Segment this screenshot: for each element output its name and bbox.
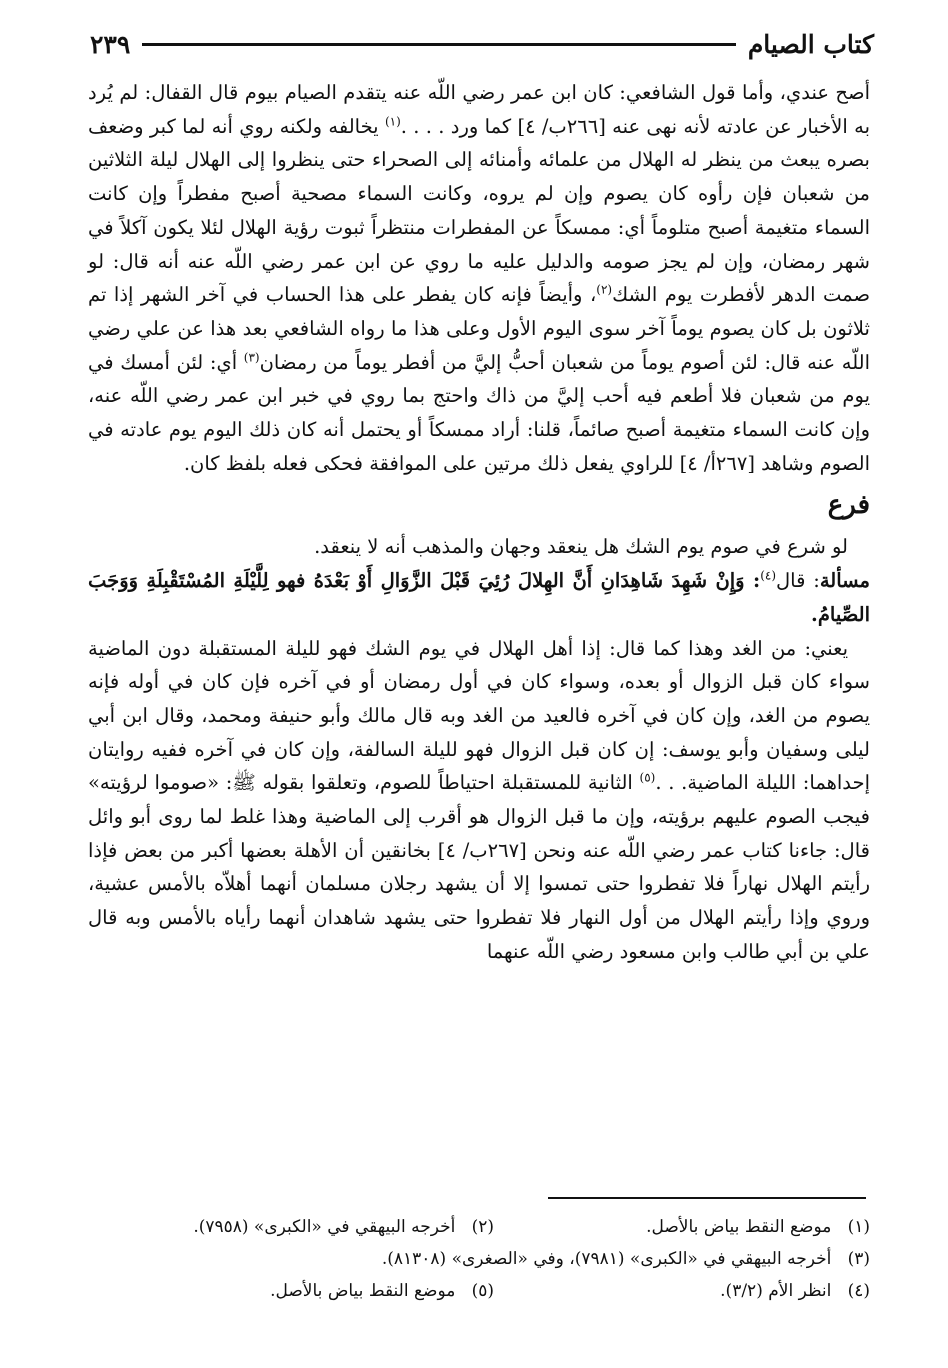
text-line: لم يروه، وكانت السماء مصحية أصبح مفطراً وإن كانت السماء متغيمة أصبح متلوماً [88,182,870,239]
footnote-ref-2[interactable]: (٢) [596,282,613,297]
footnote-ref-4[interactable]: (٤) [760,568,777,583]
text-line: وأبو حنيفة ومحمد، وقال ابن أبي ليلى وسفيان وأبو يوسف: إن كان قبل الزوال فهو [88,703,870,761]
paragraph-2 [88,632,870,969]
footnote-row [118,1211,870,1243]
footnote-2 [118,1211,494,1243]
text-line: من رمضان [259,350,349,374]
text-line: برؤيته، وإن ما قبل الزوال هو أقرب إلى الماضية وهذا غلط لما روى أبو وائل قال: [88,805,870,862]
footnote-number: (٤) [847,1281,870,1301]
footnote-ref-1[interactable]: (١) [384,114,401,129]
issue-paragraph [88,564,870,631]
issue-quote: : وَإِنْ شَهِدَ شَاهِدَانِ أَنَّ الهِلالَ رُئِيَ قَبْلَ الزَّوَالِ أَوْ بَعْدَهُ فهو لِلَّيْلَةِ المُسْتَقْبِلَةِ وَوَجَبَ الصِّيامُ. [88,569,870,626]
footnote-row [118,1275,870,1307]
main-text [88,76,870,969]
footnote-number: (٥) [471,1281,494,1301]
text-line: الثانية [587,771,640,795]
footnote-number: (٣) [847,1249,870,1269]
footnote-4 [494,1275,870,1307]
text-line: وإن لم يجز صومه والدليل عليه ما روي عن ابن عمر رضي اللّه عنه أنه قال: لو صمت [88,249,871,307]
running-header [90,22,874,66]
header-rule [142,43,736,46]
footnote-text: موضع النقط بياض بالأصل. [646,1217,832,1237]
text-line: يعني: من الغد وهذا كما قال: إذا أهل الهلال في يوم الشك فهو لليلة المستقبلة [198,636,849,660]
issue-label: مسألة [819,569,870,593]
text-line: أهلاّه بالأمس عشية، وروي وإذا رأيتم الهلال من أول النهار فلا تفطروا حتى يشهد [88,872,871,930]
text-line: القفال: لم يُرد به الأخبار عن عادته لأنه نهى عنه [٢٦٦ب/ ٤] كما ورد . . . . [88,81,871,138]
footnote-1 [494,1211,870,1243]
issue-said: : قال [776,569,820,593]
text-line: واحتج بما روي في خبر ابن عمر رضي اللّه عنه، وإن كانت السماء متغيمة أصبح [88,384,870,442]
footnote-separator [548,1197,866,1199]
footnote-text: أخرجه البيهقي في «الكبرى» (٧٩٥٨). [193,1217,456,1237]
footnote-text: أخرجه البيهقي في «الكبرى» (٧٩٨١)، وفي «الصغرى» (٨١٣٠٨). [381,1249,832,1269]
text-line: ، وأيضاً فإنه كان يفطر على هذا الحساب في آخر الشهر [140,283,597,307]
footnote-number: (٢) [471,1217,494,1237]
text-line: صائماً، قلنا: أراد ممسكاً أو يحتمل أنه كان ذلك اليوم يوم عادته في الصوم وشاهد [88,418,870,475]
footnote-row [118,1243,870,1275]
text-line: هذا عن علي رضي اللّه عنه قال: لئن أصوم يوماً من شعبان أحبُّ إليَّ من أفطر يوماً [88,316,871,374]
book-title: كتاب الصيام [747,29,874,59]
footnotes [118,1211,870,1307]
text-line: لليلة السالفة، وإن كان في آخره ففيه روايتان إحداهما: الليلة الماضية. . . [88,737,871,795]
paragraph-1 [88,76,870,480]
text-line: [٢٦٧أ/ ٤] للراوي يفعل ذلك مرتين على الموافقة فحكى فعله بلفظ كان. [183,451,755,475]
footnote-5 [118,1275,494,1307]
branch-paragraph: لو شرع في صوم يوم الشك هل ينعقد وجهان والمذهب أنه لا ينعقد. [314,535,848,559]
text-line: الدهر لأفطرت يوم الشك [612,283,816,307]
text-line: جاءنا كتاب عمر رضي اللّه عنه ونحن [٢٦٧ب/ ٤] بخانقين أن الأهلة بعضها أكبر من [169,838,828,862]
section-heading: فرع [827,490,870,521]
text-line: يخالفه ولكنه روي أنه لما كبر وضعف بصره يبعث من ينظر له الهلال من علمائه وأمنائه [88,114,870,172]
text-line: أي: ممسكاً عن المفطرات منتظراً ثبوت رؤية الهلال لئلا يكون آكلاً في شهر رمضان، [88,215,870,273]
text-line: بعض فإذا رأيتم الهلال نهاراً فلا تفطروا حتى تمسوا إلا أن يشهد رجلان مسلمان أنهما [88,838,870,896]
text-line: إلى الصحراء حتى ينظروا إلى الهلال ليلة الثلاثين من شعبان فإن رأوه كان يصوم وإن [88,148,871,206]
text-line: دون الماضية سواء كان قبل الزوال أو بعده، وسواء كان في أول رمضان أو في آخره [88,636,870,694]
text-line: أي: لئن أمسك في يوم من شعبان فلا أطعم فيه أحب إليَّ من ذاك [88,350,870,408]
footnote-3 [118,1243,870,1275]
footnote-ref-5[interactable]: (٥) [639,770,656,785]
footnote-text: انظر الأم (٣/٢). [720,1281,832,1301]
text-line: شاهدان أنهما رأياه بالأمس وبه قال علي بن أبي طالب وابن مسعود رضي اللّه عنهما [88,906,870,963]
text-line: أصح عندي، وأما قول الشافعي: كان ابن عمر رضي اللّه عنه يتقدم الصيام بيوم قال [208,81,870,104]
text-line: إذا تم ثلاثون بل كان يصوم يوماً آخر سوى اليوم الأول وعلى هذا ما رواه الشافعي بعد [88,283,870,340]
text-line: للمستقبلة احتياطاً للصوم، وتعلقوا بقوله ﷺ: «صوموا لرؤيته» فيجب الصوم عليهم [88,771,870,829]
footnote-ref-3[interactable]: (٣) [243,350,260,365]
text-line: فإن كان في أوله فإنه يصوم من الغد، وإن كان في آخره فالعيد من الغد وبه قال مالك [88,670,871,727]
footnote-number: (١) [847,1217,870,1237]
page-number: ٢٣٩ [90,29,131,59]
footnote-text: موضع النقط بياض بالأصل. [270,1281,456,1301]
